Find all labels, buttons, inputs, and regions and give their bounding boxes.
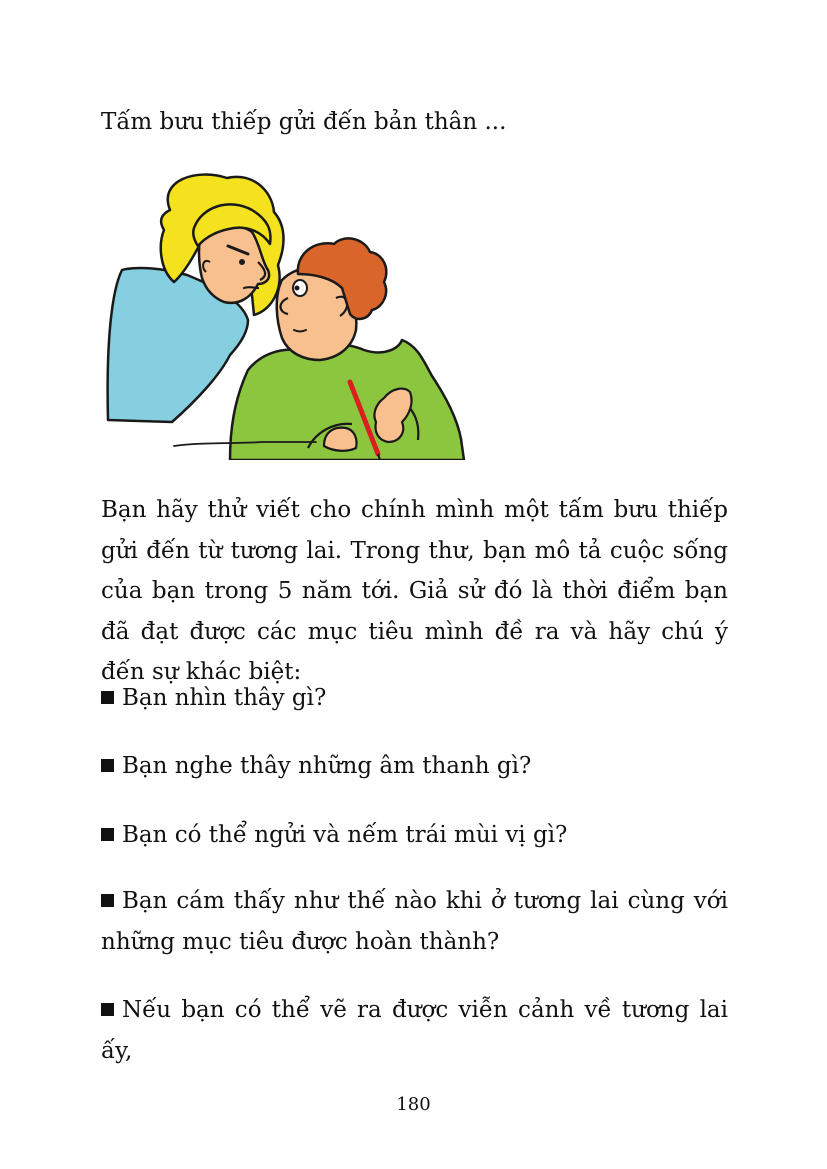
bullet-text: Bạn có thể ngửi và nếm trái mùi vị gì? [122,822,568,848]
bullet-item [101,990,728,1071]
page-number: 180 [396,1094,431,1115]
bullet-text: Bạn cám thấy như thế nào khi ở tương lai cùng với những mục tiêu được hoàn thành? [101,888,728,955]
square-bullet-icon [101,894,114,907]
bullet-text: Bạn nghe thây những âm thanh gì? [122,753,532,779]
square-bullet-icon [101,828,114,841]
bullet-item [101,678,728,719]
bullet-item [101,881,728,962]
square-bullet-icon [101,1003,114,1016]
section-title: Tấm bưu thiếp gửi đến bản thân ... [101,109,507,135]
cartoon-woman-watching-boy-write-illustration [102,170,470,460]
bullet-item [101,815,728,856]
square-bullet-icon [101,759,114,772]
bullet-text: Bạn nhìn thây gì? [122,685,327,711]
square-bullet-icon [101,691,114,704]
bullet-item [101,746,728,787]
bullet-text: Nếu bạn có thể vẽ ra được viễn cảnh về tương lai ấy, [101,997,728,1064]
intro-paragraph: Bạn hãy thử viết cho chính mình một tấm bưu thiếp gửi đến từ tương lai. Trong thư, bạn mô tả cuộc sống của bạn trong 5 năm tới. Giả sử đó là thời điểm bạn đã đạt được các mục tiêu mình đề ra và hãy chú ý đến sự khác biệt: [101,497,728,685]
